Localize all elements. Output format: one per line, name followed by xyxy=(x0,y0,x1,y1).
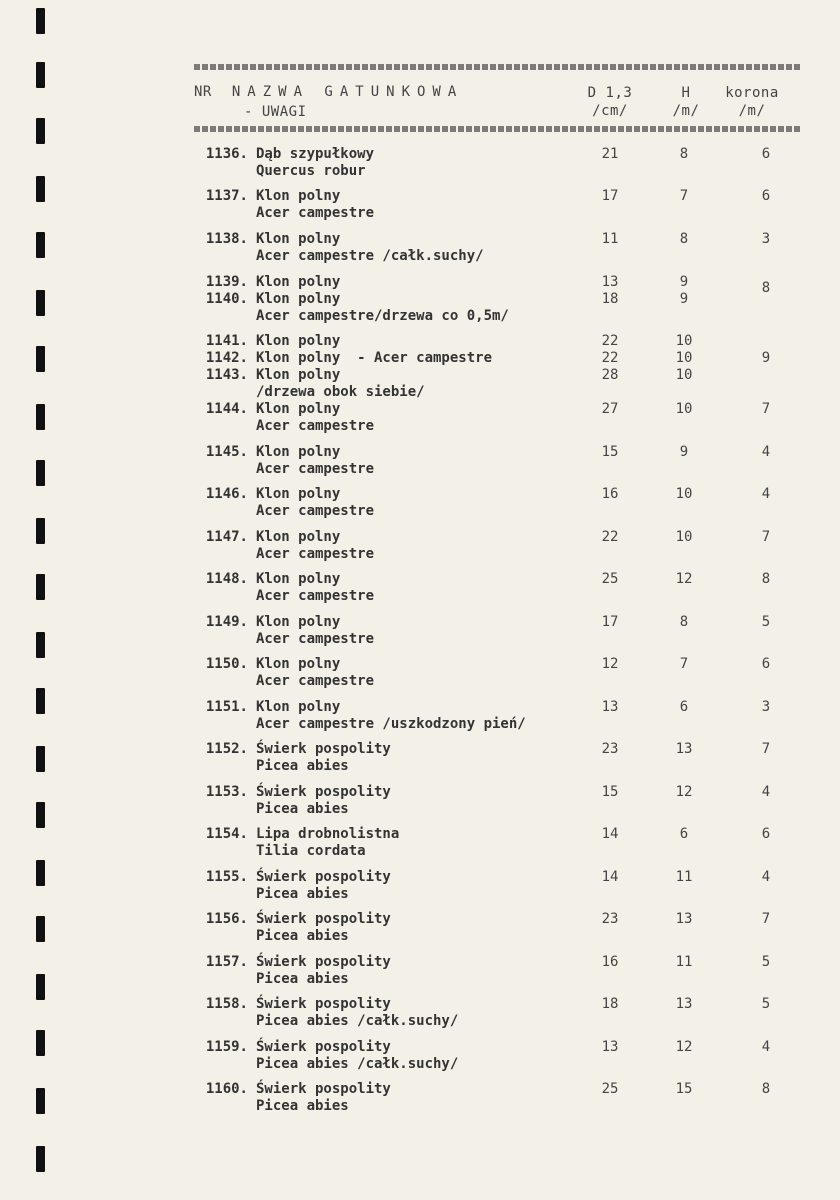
height-label: H xyxy=(681,85,691,101)
diameter-value: 18 xyxy=(601,291,619,307)
height-value: 6 xyxy=(679,699,689,715)
species-name: Świerk pospolity xyxy=(256,741,391,757)
species-name: Klon polny xyxy=(256,401,341,417)
diameter-label: D 1,3 xyxy=(587,85,633,101)
species-name: Świerk pospolity xyxy=(256,1039,391,1055)
diameter-value: 13 xyxy=(601,699,619,715)
column-header-remarks: - UWAGI xyxy=(244,104,307,120)
species-name: Świerk pospolity xyxy=(256,954,391,970)
crown-value-group: 9 xyxy=(761,350,771,366)
diameter-value: 27 xyxy=(601,401,619,417)
species-latin: Acer campestre xyxy=(256,205,375,221)
row-number: 1139. xyxy=(205,274,248,290)
row-number: 1145. xyxy=(205,444,248,460)
diameter-value: 22 xyxy=(601,350,619,366)
height-value: 13 xyxy=(675,996,693,1012)
species-name: Klon polny xyxy=(256,614,341,630)
height-value: 12 xyxy=(675,784,693,800)
crown-value: 6 xyxy=(761,826,771,842)
species-latin: Acer campestre/drzewa co 0,5m/ xyxy=(256,308,509,324)
crown-value: 8 xyxy=(761,1081,771,1097)
binder-hole xyxy=(36,8,45,34)
row-number: 1151. xyxy=(205,699,248,715)
diameter-value: 14 xyxy=(601,826,619,842)
species-latin: Picea abies /całk.suchy/ xyxy=(256,1013,459,1029)
crown-value: 5 xyxy=(761,996,771,1012)
height-unit: /m/ xyxy=(672,103,700,119)
binder-hole xyxy=(36,574,45,600)
column-header-species: NAZWA GATUNKOWA xyxy=(231,84,464,100)
crown-value: 6 xyxy=(761,188,771,204)
height-value: 9 xyxy=(679,444,689,460)
binder-hole xyxy=(36,860,45,886)
binder-hole xyxy=(36,232,45,258)
species-latin: Picea abies xyxy=(256,801,349,817)
column-header-height xyxy=(662,84,710,120)
row-number: 1157. xyxy=(205,954,248,970)
species-latin: Picea abies xyxy=(256,928,349,944)
row-number: 1149. xyxy=(205,614,248,630)
row-number: 1152. xyxy=(205,741,248,757)
species-name: Klon polny xyxy=(256,291,341,307)
species-latin: Acer campestre /uszkodzony pień/ xyxy=(256,716,526,732)
species-name: Klon polny xyxy=(256,656,341,672)
crown-value: 3 xyxy=(761,231,771,247)
header-rule-bottom xyxy=(194,126,800,132)
binder-hole xyxy=(36,460,45,486)
species-latin: Acer campestre xyxy=(256,418,375,434)
binder-hole xyxy=(36,62,45,88)
height-value: 7 xyxy=(679,656,689,672)
crown-label: korona xyxy=(725,85,779,101)
height-value: 11 xyxy=(675,954,693,970)
row-number: 1138. xyxy=(205,231,248,247)
binder-hole xyxy=(36,518,45,544)
height-value: 10 xyxy=(675,486,693,502)
diameter-value: 11 xyxy=(601,231,619,247)
binder-hole xyxy=(36,974,45,1000)
row-number: 1137. xyxy=(205,188,248,204)
species-latin: Acer campestre xyxy=(256,673,375,689)
species-name: Klon polny xyxy=(256,231,341,247)
diameter-value: 22 xyxy=(601,529,619,545)
column-header-nr: NR xyxy=(194,84,212,100)
diameter-value: 28 xyxy=(601,367,619,383)
height-value: 15 xyxy=(675,1081,693,1097)
species-name: Klon polny xyxy=(256,188,341,204)
species-latin: Acer campestre xyxy=(256,588,375,604)
diameter-value: 23 xyxy=(601,911,619,927)
diameter-value: 23 xyxy=(601,741,619,757)
column-header-diameter xyxy=(578,84,642,120)
row-number: 1141. xyxy=(205,333,248,349)
diameter-value: 16 xyxy=(601,486,619,502)
species-latin: Picea abies xyxy=(256,1098,349,1114)
height-value: 10 xyxy=(675,401,693,417)
diameter-value: 15 xyxy=(601,784,619,800)
height-value: 10 xyxy=(675,350,693,366)
species-latin: Picea abies xyxy=(256,758,349,774)
diameter-value: 17 xyxy=(601,614,619,630)
species-name: Świerk pospolity xyxy=(256,996,391,1012)
binder-hole xyxy=(36,118,45,144)
binder-hole xyxy=(36,404,45,430)
row-number: 1160. xyxy=(205,1081,248,1097)
height-value: 13 xyxy=(675,741,693,757)
species-latin: Picea abies xyxy=(256,971,349,987)
species-name: Klon polny xyxy=(256,699,341,715)
height-value: 13 xyxy=(675,911,693,927)
crown-value: 4 xyxy=(761,486,771,502)
diameter-value: 21 xyxy=(601,146,619,162)
row-number: 1156. xyxy=(205,911,248,927)
row-number: 1148. xyxy=(205,571,248,587)
height-value: 9 xyxy=(679,291,689,307)
row-number: 1143. xyxy=(205,367,248,383)
diameter-value: 14 xyxy=(601,869,619,885)
diameter-value: 13 xyxy=(601,1039,619,1055)
height-value: 9 xyxy=(679,274,689,290)
height-value: 8 xyxy=(679,614,689,630)
crown-value: 5 xyxy=(761,614,771,630)
binder-hole xyxy=(36,688,45,714)
column-header-crown xyxy=(716,84,788,120)
row-number: 1142. xyxy=(205,350,248,366)
species-latin: Acer campestre xyxy=(256,546,375,562)
height-value: 8 xyxy=(679,231,689,247)
species-remark: /drzewa obok siebie/ xyxy=(256,384,425,400)
row-number: 1154. xyxy=(205,826,248,842)
species-latin: Acer campestre xyxy=(256,461,375,477)
crown-value: 7 xyxy=(761,741,771,757)
diameter-value: 16 xyxy=(601,954,619,970)
diameter-value: 17 xyxy=(601,188,619,204)
row-number: 1155. xyxy=(205,869,248,885)
height-value: 12 xyxy=(675,1039,693,1055)
height-value: 6 xyxy=(679,826,689,842)
diameter-unit: /cm/ xyxy=(592,103,628,119)
species-name: Klon polny - Acer campestre xyxy=(256,350,493,366)
species-latin: Acer campestre xyxy=(256,631,375,647)
crown-value: 4 xyxy=(761,784,771,800)
height-value: 7 xyxy=(679,188,689,204)
species-latin: Acer campestre /całk.suchy/ xyxy=(256,248,484,264)
species-name: Świerk pospolity xyxy=(256,1081,391,1097)
height-value: 10 xyxy=(675,529,693,545)
crown-value: 7 xyxy=(761,529,771,545)
binder-hole xyxy=(36,802,45,828)
binder-hole xyxy=(36,632,45,658)
binder-hole xyxy=(36,1146,45,1172)
crown-unit: /m/ xyxy=(738,103,766,119)
height-value: 11 xyxy=(675,869,693,885)
diameter-value: 18 xyxy=(601,996,619,1012)
binder-hole xyxy=(36,290,45,316)
row-number: 1159. xyxy=(205,1039,248,1055)
species-name: Klon polny xyxy=(256,333,341,349)
diameter-value: 25 xyxy=(601,571,619,587)
diameter-value: 25 xyxy=(601,1081,619,1097)
crown-value: 3 xyxy=(761,699,771,715)
species-latin: Picea abies /całk.suchy/ xyxy=(256,1056,459,1072)
row-number: 1158. xyxy=(205,996,248,1012)
crown-value: 7 xyxy=(761,911,771,927)
row-number: 1147. xyxy=(205,529,248,545)
diameter-value: 12 xyxy=(601,656,619,672)
crown-value: 8 xyxy=(761,571,771,587)
row-number: 1144. xyxy=(205,401,248,417)
crown-value: 4 xyxy=(761,869,771,885)
species-name: Lipa drobnolistna xyxy=(256,826,400,842)
crown-value: 6 xyxy=(761,656,771,672)
row-number: 1136. xyxy=(205,146,248,162)
crown-value: 4 xyxy=(761,444,771,460)
height-value: 8 xyxy=(679,146,689,162)
species-latin: Tilia cordata xyxy=(256,843,366,859)
crown-value: 6 xyxy=(761,146,771,162)
binder-hole xyxy=(36,1030,45,1056)
species-name: Klon polny xyxy=(256,444,341,460)
species-name: Klon polny xyxy=(256,486,341,502)
column-header-name xyxy=(194,84,463,100)
species-name: Świerk pospolity xyxy=(256,784,391,800)
diameter-value: 13 xyxy=(601,274,619,290)
crown-value: 7 xyxy=(761,401,771,417)
species-name: Świerk pospolity xyxy=(256,911,391,927)
crown-value: 5 xyxy=(761,954,771,970)
species-latin: Acer campestre xyxy=(256,503,375,519)
species-name: Klon polny xyxy=(256,571,341,587)
binder-hole xyxy=(36,916,45,942)
crown-value: 4 xyxy=(761,1039,771,1055)
species-name: Klon polny xyxy=(256,529,341,545)
height-value: 10 xyxy=(675,333,693,349)
binder-hole xyxy=(36,746,45,772)
row-number: 1153. xyxy=(205,784,248,800)
height-value: 10 xyxy=(675,367,693,383)
row-number: 1146. xyxy=(205,486,248,502)
species-name: Klon polny xyxy=(256,367,341,383)
diameter-value: 15 xyxy=(601,444,619,460)
species-name: Dąb szypułkowy xyxy=(256,146,375,162)
species-latin: Quercus robur xyxy=(256,163,366,179)
crown-value-group: 8 xyxy=(761,280,771,296)
row-number: 1140. xyxy=(205,291,248,307)
binder-hole xyxy=(36,176,45,202)
diameter-value: 22 xyxy=(601,333,619,349)
header-rule-top xyxy=(194,64,800,70)
height-value: 12 xyxy=(675,571,693,587)
binder-hole xyxy=(36,346,45,372)
species-name: Klon polny xyxy=(256,274,341,290)
species-name: Świerk pospolity xyxy=(256,869,391,885)
binder-hole xyxy=(36,1088,45,1114)
species-latin: Picea abies xyxy=(256,886,349,902)
row-number: 1150. xyxy=(205,656,248,672)
